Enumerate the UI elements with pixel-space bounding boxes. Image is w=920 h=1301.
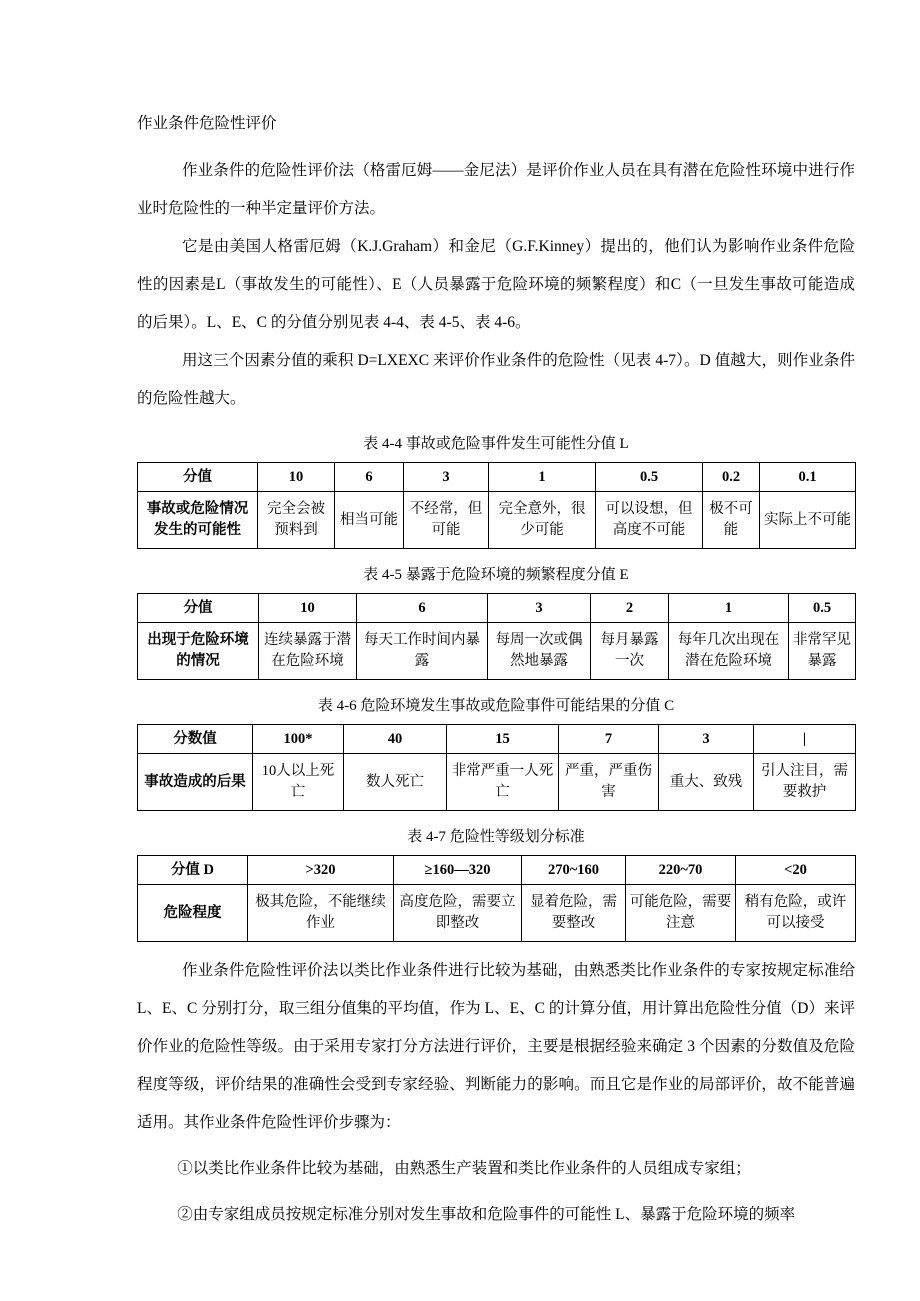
row-label-cell: 事故造成的后果 [138, 754, 253, 811]
header-cell: 270~160 [522, 856, 626, 885]
data-cell: 高度危险，需要立即整改 [394, 885, 522, 942]
header-label-cell: 分值 [138, 594, 259, 623]
row-label-cell: 出现于危险环境的情况 [138, 623, 259, 680]
data-cell: 每周一次或偶然地暴露 [488, 623, 591, 680]
header-cell: 10 [259, 594, 357, 623]
header-cell: 7 [559, 725, 659, 754]
table-header-row [138, 856, 856, 885]
data-cell: 每月暴露一次 [591, 623, 669, 680]
table-header-row [138, 594, 856, 623]
table-4-4-caption: 表 4-4 事故或危险事件发生可能性分值 L [363, 436, 629, 452]
data-cell: 相当可能 [335, 492, 404, 549]
header-cell: 1 [669, 594, 789, 623]
table-4-6-caption: 表 4-6 危险环境发生事故或危险事件可能结果的分值 C [317, 698, 675, 714]
data-cell: 非常罕见暴露 [789, 623, 856, 680]
paragraph-step-2: ②由专家组成员按规定标准分别对发生事故和危险事件的可能性 L、暴露于危险环境的频率 [177, 1206, 796, 1223]
paragraph-method: 作业条件危险性评价法以类比作业条件进行比较为基础，由熟悉类比作业条件的专家按规定标准给 L、E、C 分别打分，取三组分值集的平均值，作为 L、E、C 的计算分值，用计算出危险性分值（D）来评价作业的危险性等级。由于采用专家打分方法进行评价，主要是根据经验来确定 3 个因素的分数值及危险程度等级，评价结果的准确性会受到专家经验、判断能力的影响。而且它是作业的局部评价，故不能普遍适用。其作业条件危险性评价步骤为： [137, 962, 855, 1131]
header-cell: 0.2 [703, 463, 760, 492]
row-label-cell: 危险程度 [138, 885, 248, 942]
data-cell: 不经常，但可能 [404, 492, 489, 549]
header-cell: 3 [659, 725, 754, 754]
table-header-row [138, 463, 856, 492]
header-cell: 0.5 [596, 463, 703, 492]
data-cell: 每年几次出现在潜在危险环境 [669, 623, 789, 680]
header-cell: 6 [357, 594, 488, 623]
header-cell: >320 [248, 856, 394, 885]
table-4-6 [137, 724, 856, 811]
header-cell: 0.1 [760, 463, 856, 492]
table-header-row [138, 725, 856, 754]
data-cell: 极不可能 [703, 492, 760, 549]
header-cell: 10 [258, 463, 335, 492]
paragraph-step-1: ①以类比作业条件比较为基础，由熟悉生产装置和类比作业条件的人员组成专家组； [177, 1160, 751, 1177]
data-cell: 显着危险，需要整改 [522, 885, 626, 942]
header-label-cell: 分值 [138, 463, 258, 492]
data-cell: 完全意外，很少可能 [489, 492, 596, 549]
header-cell: 0.5 [789, 594, 856, 623]
row-label-cell: 事故或危险情况发生的可能性 [138, 492, 258, 549]
header-cell: | [754, 725, 856, 754]
data-cell: 连续暴露于潜在危险环境 [259, 623, 357, 680]
header-label-cell: 分值 D [138, 856, 248, 885]
table-body-row [138, 754, 856, 811]
table-4-7 [137, 855, 856, 942]
paragraph-formula: 用这三个因素分值的乘积 D=LXEXC 来评价作业条件的危险性（见表 4-7）。D 值越大，则作业条件的危险性越大。 [137, 352, 855, 407]
header-cell: 3 [488, 594, 591, 623]
table-4-5 [137, 593, 856, 680]
data-cell: 稍有危险，或许可以接受 [736, 885, 856, 942]
header-cell: <20 [736, 856, 856, 885]
data-cell: 重大、致残 [659, 754, 754, 811]
data-cell: 10人以上死亡 [253, 754, 344, 811]
table-body-row [138, 623, 856, 680]
paragraph-intro: 作业条件的危险性评价法（格雷厄姆——金尼法）是评价作业人员在具有潜在危险性环境中进行作业时危险性的一种半定量评价方法。 [137, 162, 855, 217]
header-cell: 2 [591, 594, 669, 623]
table-4-7-caption: 表 4-7 危险性等级划分标准 [407, 829, 585, 845]
data-cell: 严重，严重伤害 [559, 754, 659, 811]
data-cell: 极其危险，不能继续作业 [248, 885, 394, 942]
table-body-row [138, 885, 856, 942]
header-cell: 15 [447, 725, 559, 754]
paragraph-origin: 它是由美国人格雷厄姆（K.J.Graham）和金尼（G.F.Kinney）提出的，他们认为影响作业条件危险性的因素是L（事故发生的可能性）、E（人员暴露于危险环境的频繁程度）和C（一旦发生事故可能造成的后果）。L、E、C 的分值分别见表 4-4、表 4-5、表 4-6。 [137, 238, 855, 331]
header-cell: 40 [344, 725, 447, 754]
page-title: 作业条件危险性评价 [137, 115, 277, 132]
data-cell: 非常严重一人死亡 [447, 754, 559, 811]
table-4-4 [137, 462, 856, 549]
header-cell: 100* [253, 725, 344, 754]
data-cell: 可能危险，需要注意 [626, 885, 736, 942]
data-cell: 完全会被预料到 [258, 492, 335, 549]
header-cell: ≥160—320 [394, 856, 522, 885]
header-cell: 1 [489, 463, 596, 492]
data-cell: 引人注目，需要救护 [754, 754, 856, 811]
header-label-cell: 分数值 [138, 725, 253, 754]
data-cell: 每天工作时间内暴露 [357, 623, 488, 680]
table-4-5-caption: 表 4-5 暴露于危险环境的频繁程度分值 E [363, 567, 629, 583]
header-cell: 6 [335, 463, 404, 492]
data-cell: 实际上不可能 [760, 492, 856, 549]
data-cell: 数人死亡 [344, 754, 447, 811]
header-cell: 220~70 [626, 856, 736, 885]
data-cell: 可以设想，但高度不可能 [596, 492, 703, 549]
table-body-row [138, 492, 856, 549]
header-cell: 3 [404, 463, 489, 492]
